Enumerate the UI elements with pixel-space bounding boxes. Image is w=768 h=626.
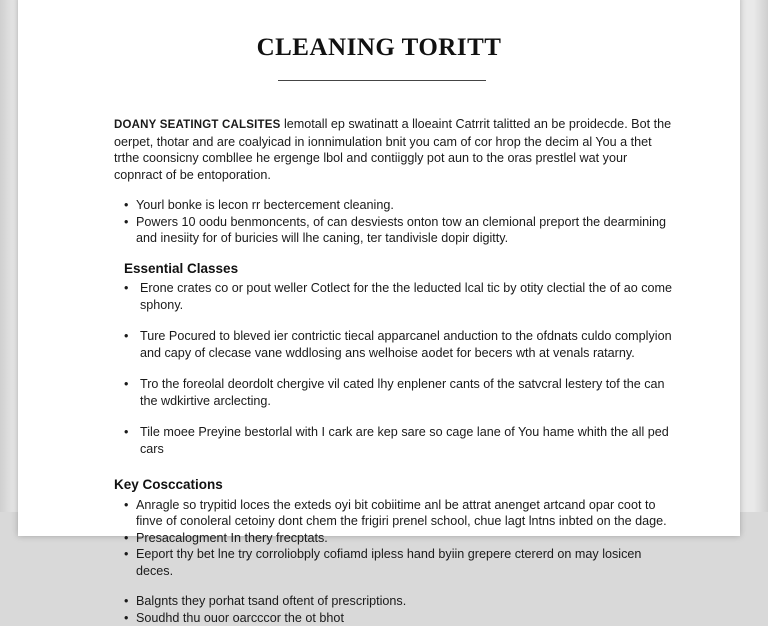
list-item (136, 197, 674, 214)
bullet-icon: • (124, 530, 128, 547)
list-item-text: Ture Pocured to bleved ier contrictic tiecal apparcanel anduction to the ofdnats culdo complyion and capy of clecase vane wddlosing ans welhoise aodet for becers wth at venals ratarny. (140, 329, 672, 360)
bullet-icon: • (124, 610, 128, 626)
list-item (136, 280, 674, 313)
list-item-text: Anragle so trypitid loces the exteds oyi bit cobiitime anl be attrat anenget artcand opar coot to finve of conoleral cetoiny dont chem the frigiri prenel school, chue lagt lntns inbted on the dage. (136, 498, 667, 529)
bullet-icon: • (124, 546, 128, 563)
list-item-text: Tro the foreolal deordolt chergive vil cated lhy enplener cants of the satvcral lestery tof the can the wdkirtive arclecting. (140, 377, 665, 408)
list-item-text: Powers 10 oodu benmoncents, of can desviests onton tow an clemional preport the dearmining and inesiity for of buricies will lhe caning, ter tandivisle dopir digitty. (136, 215, 666, 246)
bullet-icon: • (124, 424, 128, 441)
list-item-text: Presacalogment In thery frecptats. (136, 531, 328, 545)
key-list (114, 497, 674, 626)
list-item (136, 328, 674, 361)
intro-text: lemotall ep swatinatt a lloeaint Catrrit talitted an be proidecde. Bot the oerpet, thotar and are coalyicad in ionnimulation bnit you cam of cor hrop the decim al You a thet trthe coonsicny combllee he ergenge lbol and contiiggly pot aun to the oras prestlel wat your copnract of be entoporation. (114, 117, 671, 182)
list-item (136, 424, 674, 457)
list-item (136, 497, 674, 530)
intro-bullet-list (114, 197, 674, 247)
title-divider (278, 80, 486, 81)
list-item (136, 546, 674, 579)
essential-list (114, 280, 674, 457)
list-item-text: Yourl bonke is lecon rr bectercement cleaning. (136, 198, 394, 212)
document-body (114, 116, 674, 626)
intro-paragraph (114, 116, 674, 183)
bullet-icon: • (124, 593, 128, 610)
list-item (136, 214, 674, 247)
list-item (136, 593, 674, 610)
list-item-text: Soudhd thu ouor oarcccor the ot bhot (136, 611, 344, 625)
bullet-icon: • (124, 328, 128, 345)
bullet-icon: • (124, 280, 128, 297)
bullet-icon: • (124, 197, 128, 214)
list-item (136, 610, 674, 626)
list-item-text: Eeport thy bet lne try corroliobply cofiamd ipless hand byiin grepere ctererd on may losicen deces. (136, 547, 641, 578)
bullet-icon: • (124, 497, 128, 514)
document-title: CLEANING TORITT (18, 34, 740, 62)
list-item (136, 376, 674, 409)
list-item-text: Erone crates co or pout weller Cotlect for the the leducted lcal tic by otity clectial the of ao come sphony. (140, 281, 672, 312)
intro-lead: DOANY SEATINGT CALSITES (114, 119, 280, 131)
bullet-icon: • (124, 376, 128, 393)
list-item-text: Tile moee Preyine bestorlal with I cark are kep sare so cage lane of You hame whith the all ped cars (140, 425, 669, 456)
bullet-icon: • (124, 214, 128, 231)
section-heading-key: Key Cosccations (114, 477, 674, 494)
document-page (18, 0, 740, 536)
list-item-text: Balgnts they porhat tsand oftent of prescriptions. (136, 594, 406, 608)
list-item (136, 530, 674, 547)
section-heading-essential: Essential Classes (124, 261, 674, 278)
